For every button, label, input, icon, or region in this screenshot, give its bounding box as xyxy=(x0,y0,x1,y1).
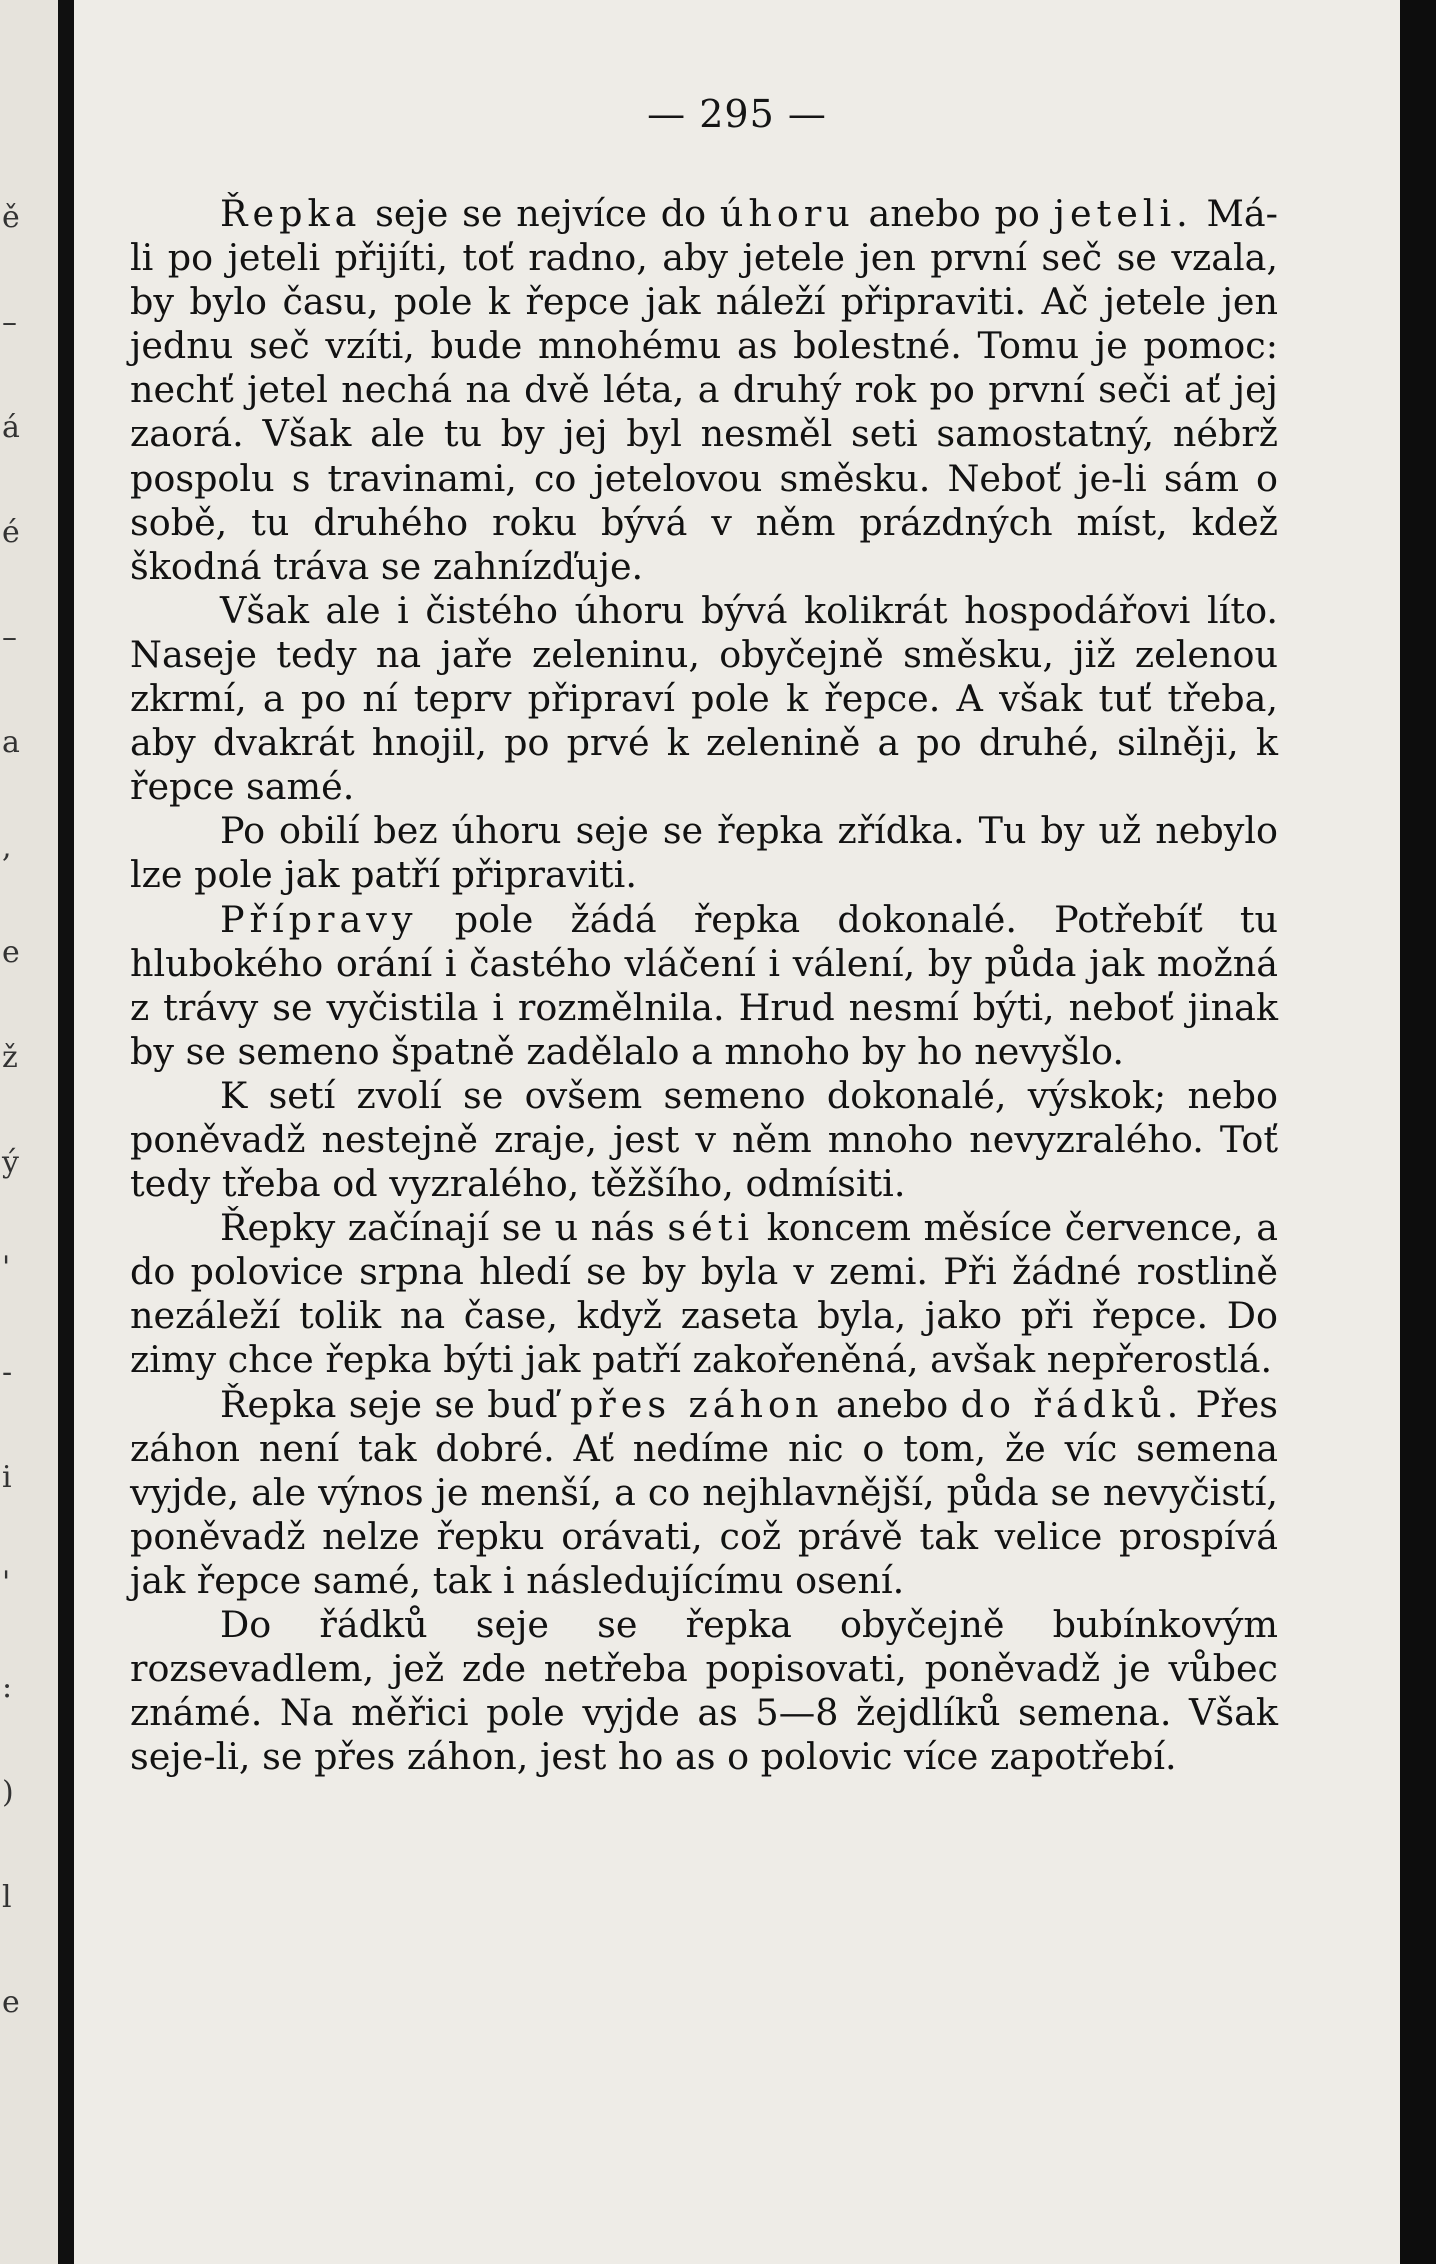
text-run: Po obilí bez úhoru seje se řepka zřídka. Tu by už nebylo lze pole jak patří připraviti. xyxy=(130,809,1278,897)
adjacent-page-fragment: i xyxy=(2,1460,12,1495)
emphasized-term: úhoru xyxy=(719,192,855,235)
adjacent-page-fragment: , xyxy=(2,830,12,865)
emphasized-term: jeteli. xyxy=(1053,192,1193,235)
text-run: Do řádků seje se řepka obyčejně bubínkovým rozsevadlem, jež zde netřeba popisovati, poněvadž je vůbec známé. Na měřici pole vyjde as 5—8 žejdlíků semena. Však seje-li, se přes záhon, jest ho as o polovic více zapotřebí. xyxy=(130,1603,1278,1779)
text-run: anebo xyxy=(823,1382,961,1426)
adjacent-page-fragment: é xyxy=(2,515,20,550)
text-run: anebo po xyxy=(854,192,1054,235)
adjacent-page-fragment: e xyxy=(2,1985,20,2020)
emphasized-term: přes záhon xyxy=(569,1382,824,1426)
adjacent-page-fragment: e xyxy=(2,935,20,970)
adjacent-page-fragment: ' xyxy=(2,1250,11,1285)
paragraph xyxy=(130,192,1278,589)
text-run: Má-li po jeteli přijíti, toť radno, aby jetele jen první seč se vzala, by bylo času, pole k řepce jak náleží připraviti. Ač jetele jen jednu seč vzíti, bude mnohému as bolestné. Tomu je pomoc: nechť jetel nechá na dvě léta, a druhý rok po první seči ať jej zaorá. Však ale tu by jej byl nesměl seti samostatný, nébrž pospolu s travinami, co jetelovou směsku. Neboť je-li sám o sobě, tu druhého roku bývá v něm prázdných míst, kdež škodná tráva se zahnízďuje. xyxy=(130,192,1278,588)
adjacent-page-edge xyxy=(0,0,58,2264)
emphasized-term: séti xyxy=(667,1206,755,1250)
text-run: koncem měsíce července, a do polovice srpna hledí se by byla v zemi. Při žádné rostlině nezáleží tolik na čase, když zaseta byla, jako při řepce. Do zimy chce řepka býti jak patří zakořeněná, avšak nepřerostlá. xyxy=(130,1206,1279,1382)
paragraph xyxy=(130,1074,1278,1206)
paragraph xyxy=(130,1383,1278,1603)
adjacent-page-fragment: á xyxy=(2,410,20,445)
adjacent-page-fragment: ý xyxy=(2,1145,19,1180)
text-run: pole žádá řepka dokonalé. Potřebíť tu hlubokého orání i častého vláčení i válení, by půda jak možná z trávy se vyčistila i rozmělnila. Hrud nesmí býti, neboť jinak by se semeno špatně zadělalo a mnoho by ho nevyšlo. xyxy=(130,897,1278,1073)
paragraph xyxy=(130,589,1278,809)
page-number: — 295 — xyxy=(647,92,827,136)
adjacent-page-fragment: : xyxy=(2,1670,13,1705)
adjacent-page-fragment: l xyxy=(2,1880,12,1915)
paragraph xyxy=(130,809,1278,897)
text-run: Přes záhon není tak dobré. Ať nedíme nic o tom, že víc semena vyjde, ale výnos je menší, a co nejhlavnější, půda se nevyčistí, poněvadž nelze řepku orávati, což právě tak velice prospívá jak řepce samé, tak i následujícímu osení. xyxy=(130,1382,1279,1602)
paragraph xyxy=(130,898,1278,1074)
adjacent-page-fragment: ' xyxy=(2,1565,11,1600)
adjacent-page-fragment: - xyxy=(2,1355,13,1390)
emphasized-term: Řepka xyxy=(220,192,362,235)
adjacent-page-fragment: ž xyxy=(2,1040,18,1075)
adjacent-page-fragment: ě xyxy=(2,200,20,235)
adjacent-page-fragment: – xyxy=(2,305,17,340)
body-text xyxy=(130,192,1278,1779)
text-run: Však ale i čistého úhoru bývá kolikrát hospodářovi líto. Naseje tedy na jaře zeleninu, obyčejně směsku, již zelenou zkrmí, a po ní teprv připraví pole k řepce. A však tuť třeba, aby dvakrát hnojil, po prvé k zelenině a po druhé, silněji, k řepce samé. xyxy=(130,588,1278,809)
text-run: Řepka seje se buď xyxy=(220,1382,570,1426)
paragraph xyxy=(130,1603,1278,1779)
emphasized-term: do řádků. xyxy=(960,1382,1184,1426)
book-gutter xyxy=(58,0,74,2264)
text-run: Řepky začínají se u nás xyxy=(220,1206,668,1250)
text-run: K setí zvolí se ovšem semeno dokonalé, výskok; nebo poněvadž nestejně zraje, jest v něm mnoho nevyzralého. Toť tedy třeba od vyzralého, těžšího, odmísiti. xyxy=(130,1073,1278,1206)
text-run: seje se nejvíce do xyxy=(361,192,720,235)
paragraph xyxy=(130,1206,1278,1382)
book-page xyxy=(74,0,1400,2264)
scan-border xyxy=(1400,0,1436,2264)
adjacent-page-fragment: ) xyxy=(2,1775,14,1810)
emphasized-term: Přípravy xyxy=(220,897,418,941)
adjacent-page-fragment: a xyxy=(2,725,20,760)
adjacent-page-fragment: – xyxy=(2,620,17,655)
